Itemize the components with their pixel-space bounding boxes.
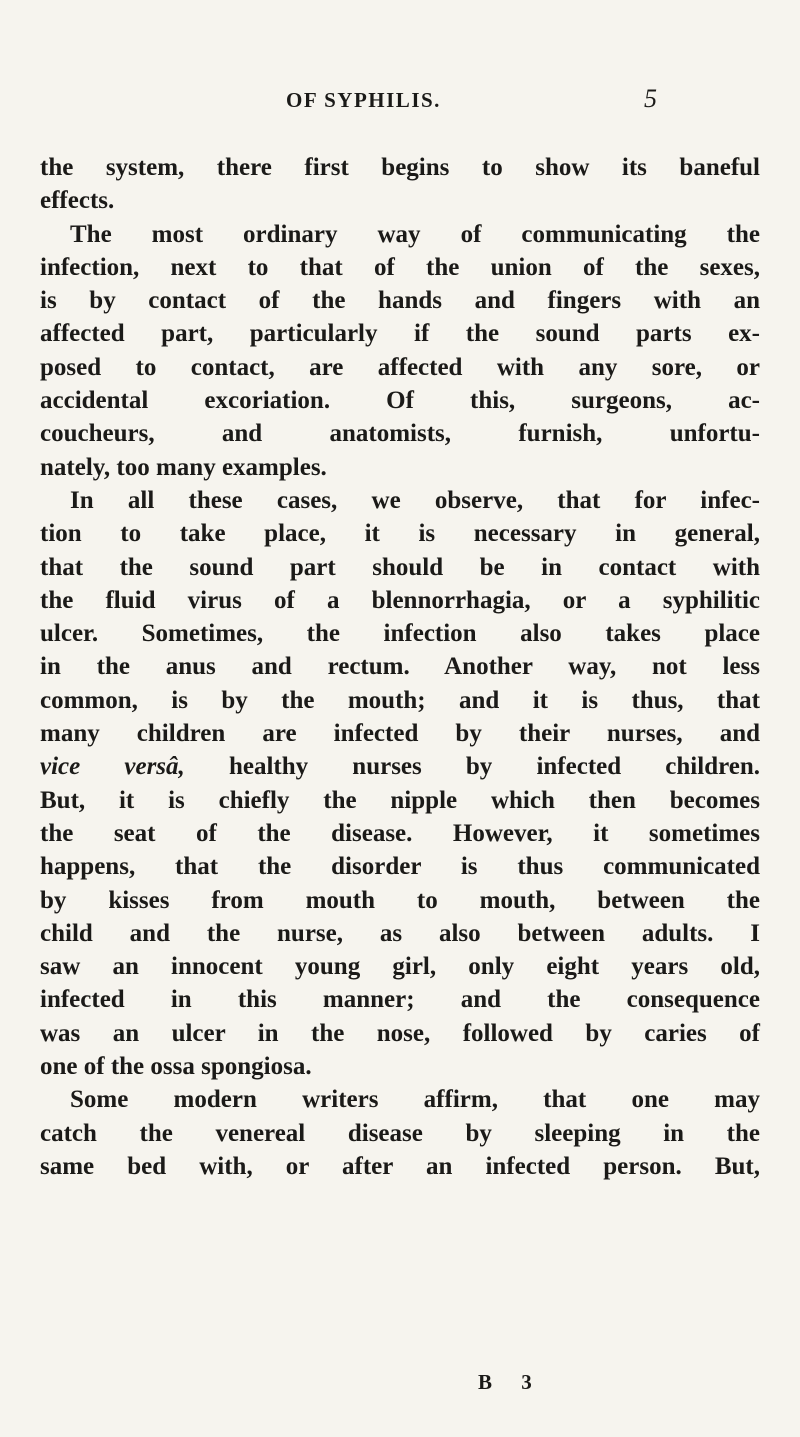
text-line: that the sound part should be in contact with: [40, 553, 760, 581]
text-line: coucheurs, and anatomists, furnish, unfortu-: [40, 420, 760, 448]
text-line: the fluid virus of a blennorrhagia, or a syphilitic: [40, 586, 760, 614]
text-line: by kisses from mouth to mouth, between the: [40, 886, 760, 914]
paragraph-start-line: In all these cases, we observe, that for infec-: [70, 486, 760, 514]
signature-mark: B 3: [478, 1370, 544, 1394]
page-number: 5: [644, 84, 657, 113]
paragraph-start-line: Some modern writers affirm, that one may: [70, 1086, 760, 1114]
text-line: infected in this manner; and the consequence: [40, 986, 760, 1014]
text-line: same bed with, or after an infected person. But,: [40, 1152, 760, 1180]
body-text: [40, 151, 760, 1183]
text-line: But, it is chiefly the nipple which then becomes: [40, 786, 760, 814]
text-line: effects.: [40, 187, 115, 215]
text-line: is by contact of the hands and fingers with an: [40, 287, 760, 315]
text-line: tion to take place, it is necessary in general,: [40, 520, 760, 548]
italic-phrase: vice versâ,: [40, 753, 185, 781]
text-line-with-italic: [40, 750, 760, 783]
text-line: posed to contact, are affected with any sore, or: [40, 353, 760, 381]
text-line: in the anus and rectum. Another way, not less: [40, 653, 760, 681]
text-line: common, is by the mouth; and it is thus, that: [40, 686, 760, 714]
text-line: happens, that the disorder is thus communicated: [40, 853, 760, 881]
text-line: accidental excoriation. Of this, surgeons, ac-: [40, 387, 760, 415]
paragraph-start-line: The most ordinary way of communicating the: [70, 220, 760, 248]
text-line: infection, next to that of the union of the sexes,: [40, 253, 760, 281]
text-line: the system, there first begins to show its baneful: [40, 154, 760, 181]
running-title: OF SYPHILIS.: [286, 88, 441, 112]
text-line: catch the venereal disease by sleeping in the: [40, 1119, 760, 1147]
text-line: many children are infected by their nurses, and: [40, 720, 760, 748]
text-line: one of the ossa spongiosa.: [40, 1053, 312, 1081]
text-line: child and the nurse, as also between adults. I: [40, 919, 760, 947]
text-line: ulcer. Sometimes, the infection also takes place: [40, 620, 760, 648]
text-line: was an ulcer in the nose, followed by caries of: [40, 1019, 760, 1047]
text-line: affected part, particularly if the sound parts ex-: [40, 320, 760, 348]
text-line: saw an innocent young girl, only eight years old,: [40, 953, 760, 981]
text-line-rest: healthy nurses by infected children.: [228, 753, 760, 781]
text-line: the seat of the disease. However, it sometimes: [40, 819, 760, 847]
text-line: nately, too many examples.: [40, 453, 327, 481]
running-head: [0, 84, 800, 118]
